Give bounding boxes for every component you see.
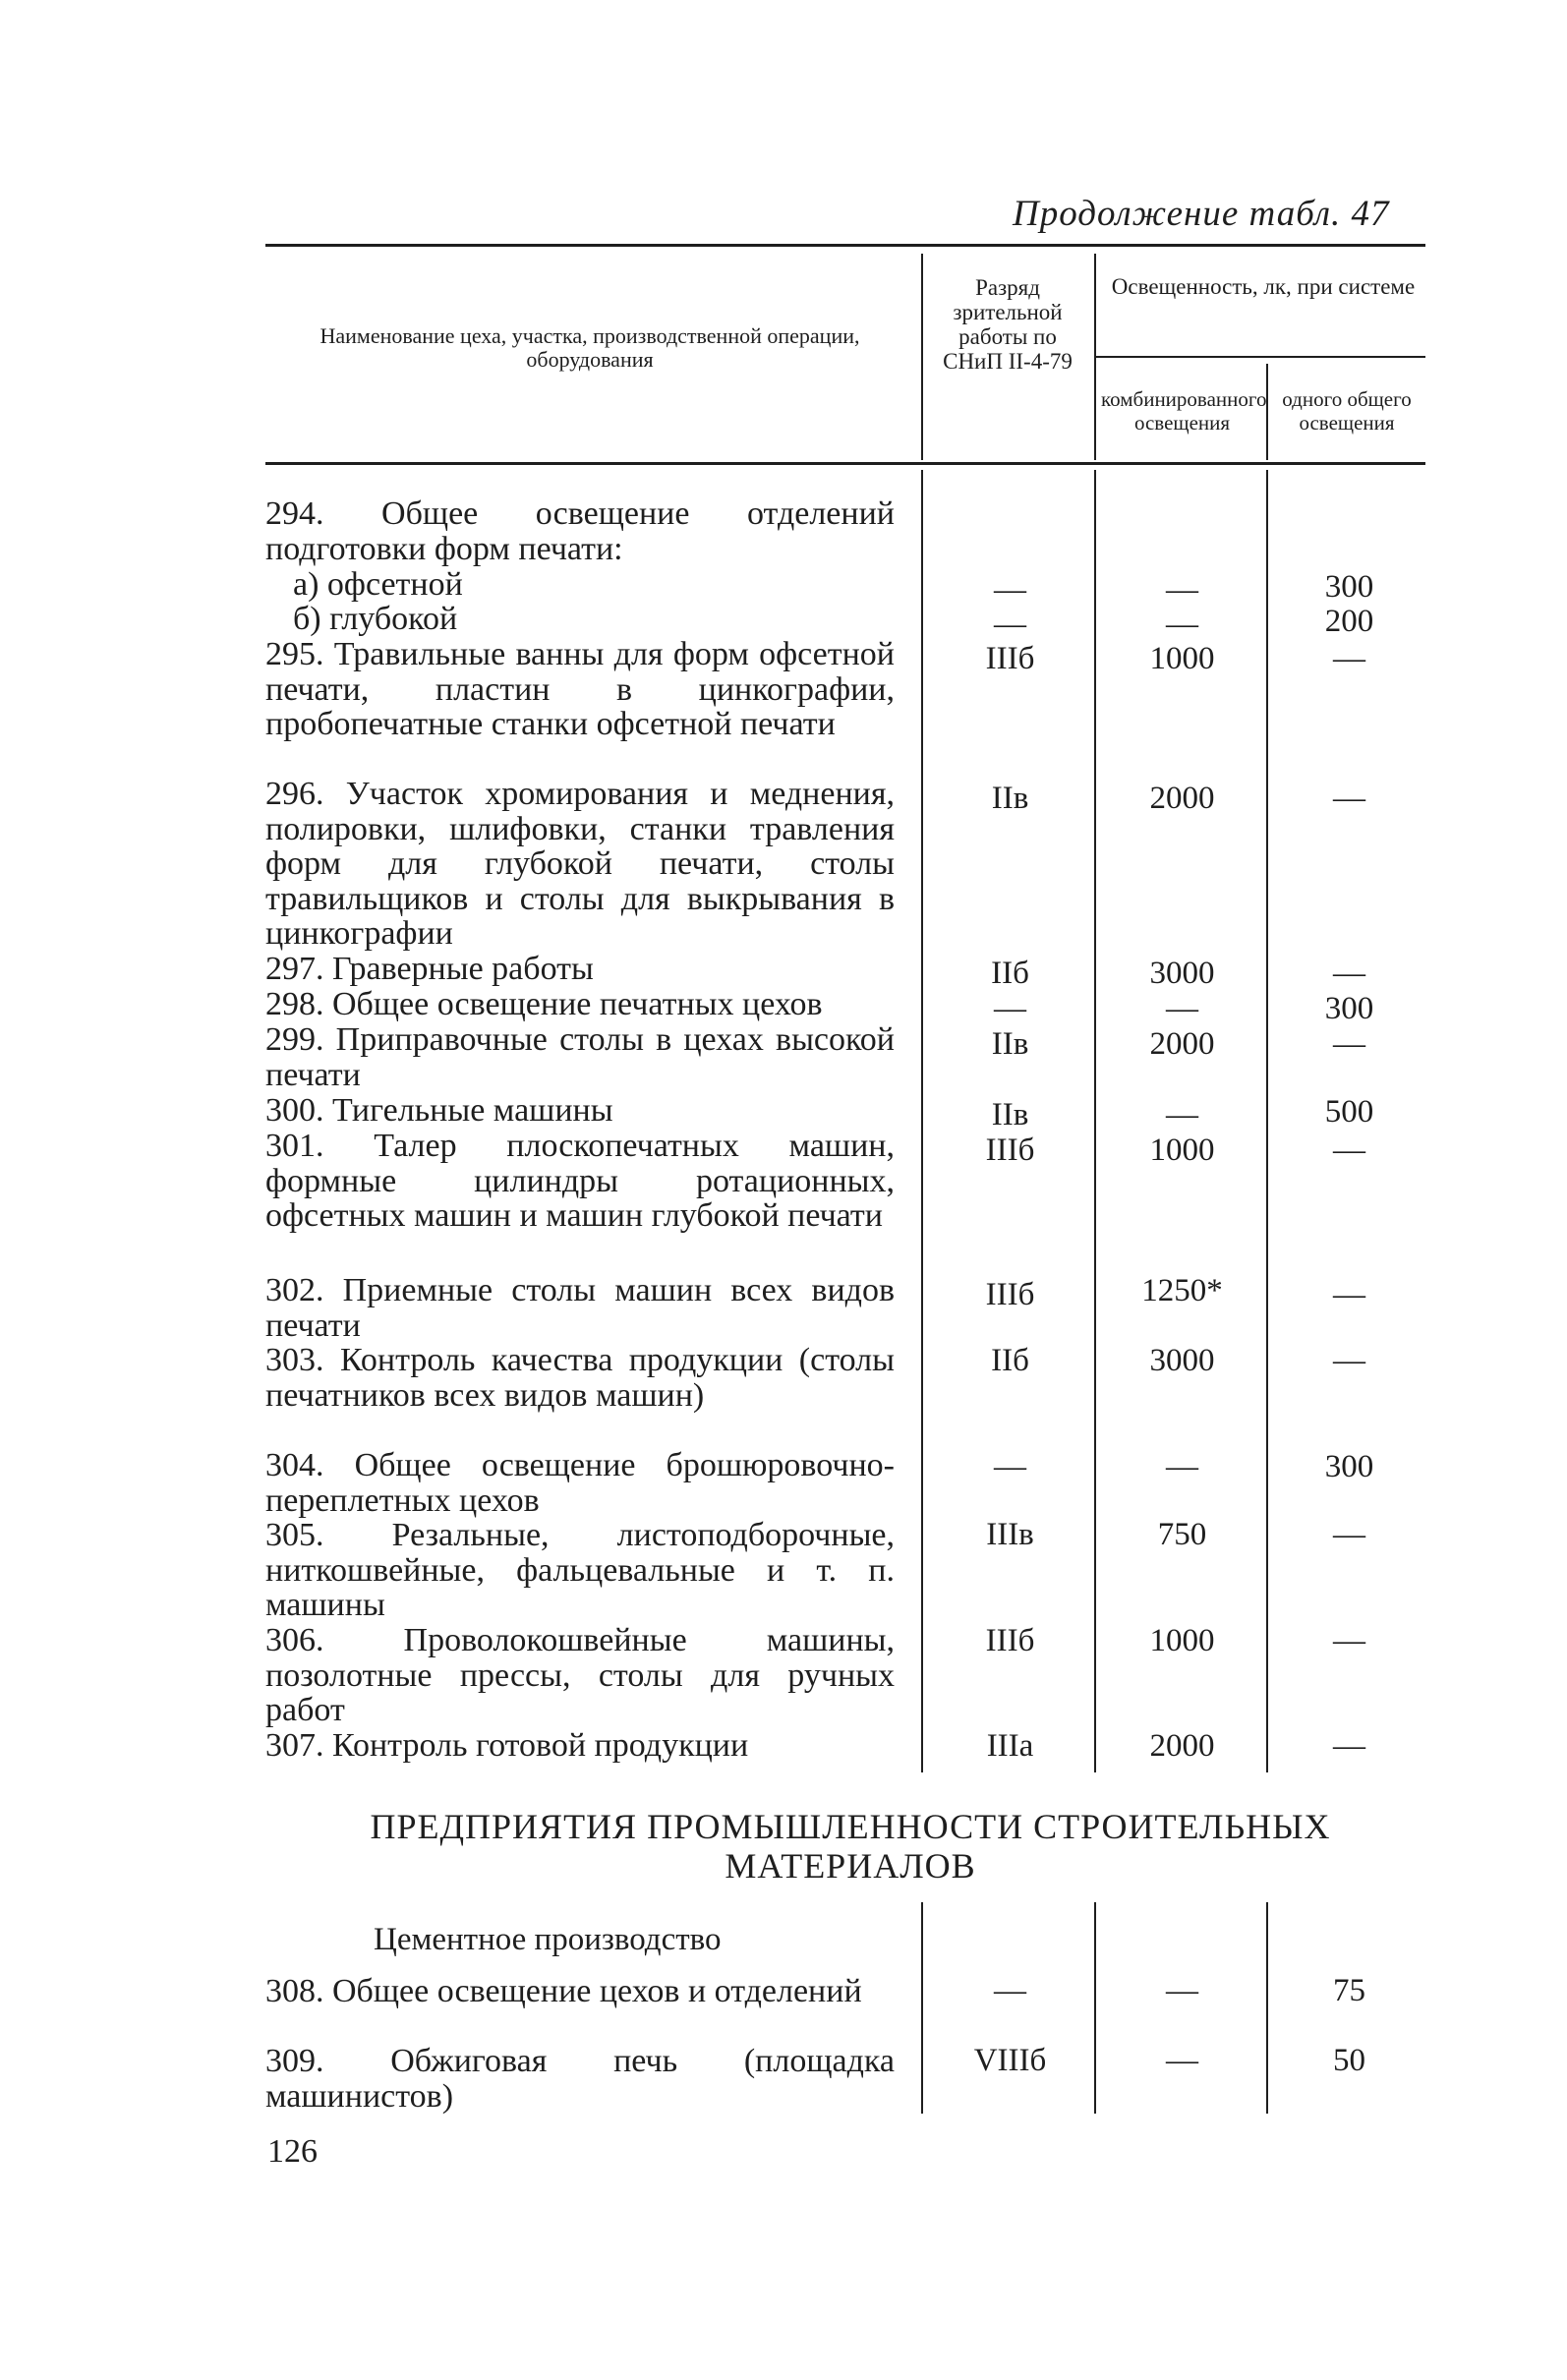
section-title-text: ПРЕДПРИЯТИЯ ПРОМЫШЛЕННОСТИ СТРОИТЕЛЬНЫХ МАТЕРИАЛОВ — [370, 1807, 1331, 1886]
row-general: — — [1333, 1623, 1365, 1658]
row-category: VIIIб — [973, 2043, 1047, 2078]
row-combined: — — [1166, 2043, 1198, 2078]
row-general: — — [1333, 1026, 1365, 1062]
row-general: 50 — [1333, 2043, 1365, 2078]
row-combined: 1000 — [1149, 1132, 1215, 1168]
header-bottom-rule — [265, 462, 1425, 465]
row-combined: 3000 — [1149, 1343, 1215, 1378]
row-label: 307. Контроль готовой продукции — [265, 1727, 749, 1764]
row-label: б) глубокой — [293, 601, 458, 637]
row-general: — — [1333, 956, 1365, 991]
row-category: — — [994, 572, 1026, 608]
row-general: — — [1333, 641, 1365, 676]
row-category: IIIб — [985, 1132, 1035, 1168]
row-label: 302. Приемные столы машин всех видов печати — [265, 1272, 895, 1344]
row-label: 296. Участок хромирования и меднения, полировки, шлифовки, станки травления форм для глубокой печати, столы травильщиков и столы для выкрывания в цинкографии — [265, 776, 895, 952]
header-illuminance: Освещенность, лк, при системе — [1111, 274, 1416, 299]
row-general: 300 — [1324, 991, 1374, 1026]
row-combined: — — [1166, 991, 1198, 1026]
section-title — [246, 1807, 1455, 1886]
row-combined: 2000 — [1149, 1728, 1215, 1764]
row-combined: 2000 — [1149, 1026, 1215, 1062]
row-label: 305. Резальные, листоподборочные, ниткошвейные, фальцевальные и т. п. машины — [265, 1517, 895, 1623]
row-combined: 1000 — [1149, 641, 1215, 676]
row-label: 300. Тигельные машины — [265, 1092, 613, 1129]
row-category: IIIб — [985, 1277, 1035, 1312]
row-general: — — [1333, 781, 1365, 816]
header-general: одного общего освещения — [1282, 387, 1412, 435]
continuation-title: Продолжение табл. 47 — [1013, 194, 1390, 234]
row-label: 306. Проволокошвейные машины, позолотные прессы, столы для ручных работ — [265, 1622, 895, 1728]
row-label: 309. Обжиговая печь (площадка машинистов) — [265, 2043, 895, 2115]
illum-subheader-rule — [1096, 356, 1425, 358]
row-category: — — [994, 607, 1026, 642]
row-general: — — [1333, 1132, 1365, 1168]
row-category: IIIб — [985, 641, 1035, 676]
row-category: IIв — [991, 1026, 1029, 1062]
section-divider-1 — [921, 1902, 923, 2114]
row-combined: — — [1166, 1097, 1198, 1132]
row-combined: — — [1166, 1449, 1198, 1484]
row-combined: 1000 — [1149, 1623, 1215, 1658]
row-label: 294. Общее освещение отделений подготовки форм печати: — [265, 495, 895, 567]
row-label: 299. Приправочные столы в цехах высокой печати — [265, 1021, 895, 1093]
header-divider-1 — [921, 254, 923, 460]
header-category: Разряд зрительной работы по СНиП II-4-79 — [943, 275, 1073, 374]
row-category: IIб — [991, 956, 1029, 991]
row-combined: 3000 — [1149, 956, 1215, 991]
row-general: — — [1333, 1728, 1365, 1764]
row-general: 300 — [1324, 1449, 1374, 1484]
row-combined: 2000 — [1149, 781, 1215, 816]
row-label: 303. Контроль качества продукции (столы печатников всех видов машин) — [265, 1342, 895, 1414]
row-category: IIб — [991, 1343, 1029, 1378]
row-general: — — [1333, 1277, 1365, 1312]
header-top-rule — [265, 244, 1425, 247]
row-general: 300 — [1324, 569, 1374, 605]
header-combined: комбинированного освещения — [1101, 387, 1267, 435]
row-label: 308. Общее освещение цехов и отделений — [265, 1973, 862, 2009]
row-combined: 750 — [1157, 1517, 1207, 1552]
row-general: 75 — [1333, 1973, 1365, 2008]
row-general: 200 — [1324, 604, 1374, 639]
row-label: 304. Общее освещение брошюровочно-переплетных цехов — [265, 1447, 895, 1519]
row-category: — — [994, 991, 1026, 1026]
header-divider-3 — [1266, 364, 1268, 460]
row-category: IIIа — [986, 1728, 1034, 1764]
row-label: 301. Талер плоскопечатных машин, формные цилиндры ротационных, офсетных машин и машин глубокой печати — [265, 1128, 895, 1234]
row-label: 295. Травильные ванны для форм офсетной печати, пластин в цинкографии, пробопечатные станки офсетной печати — [265, 636, 895, 742]
row-combined: — — [1166, 572, 1198, 608]
row-category: — — [994, 1449, 1026, 1484]
row-general: — — [1333, 1517, 1365, 1552]
row-label: а) офсетной — [293, 566, 463, 603]
row-general: — — [1333, 1343, 1365, 1378]
row-combined: 1250* — [1141, 1273, 1223, 1308]
row-label: 297. Граверные работы — [265, 951, 594, 987]
row-combined: — — [1166, 607, 1198, 642]
subsection-title: Цементное производство — [374, 1922, 722, 1957]
row-category: IIв — [991, 1097, 1029, 1132]
body-divider-1 — [921, 470, 923, 1772]
row-category: — — [994, 1973, 1026, 2008]
row-category: IIв — [991, 781, 1029, 816]
header-name: Наименование цеха, участка, производственной операции, оборудования — [319, 323, 860, 372]
row-category: IIIв — [986, 1517, 1034, 1552]
row-label: 298. Общее освещение печатных цехов — [265, 986, 823, 1022]
row-category: IIIб — [985, 1623, 1035, 1658]
row-general: 500 — [1324, 1094, 1374, 1130]
row-combined: — — [1166, 1973, 1198, 2008]
page-number: 126 — [267, 2133, 318, 2170]
header-divider-2 — [1094, 254, 1096, 460]
